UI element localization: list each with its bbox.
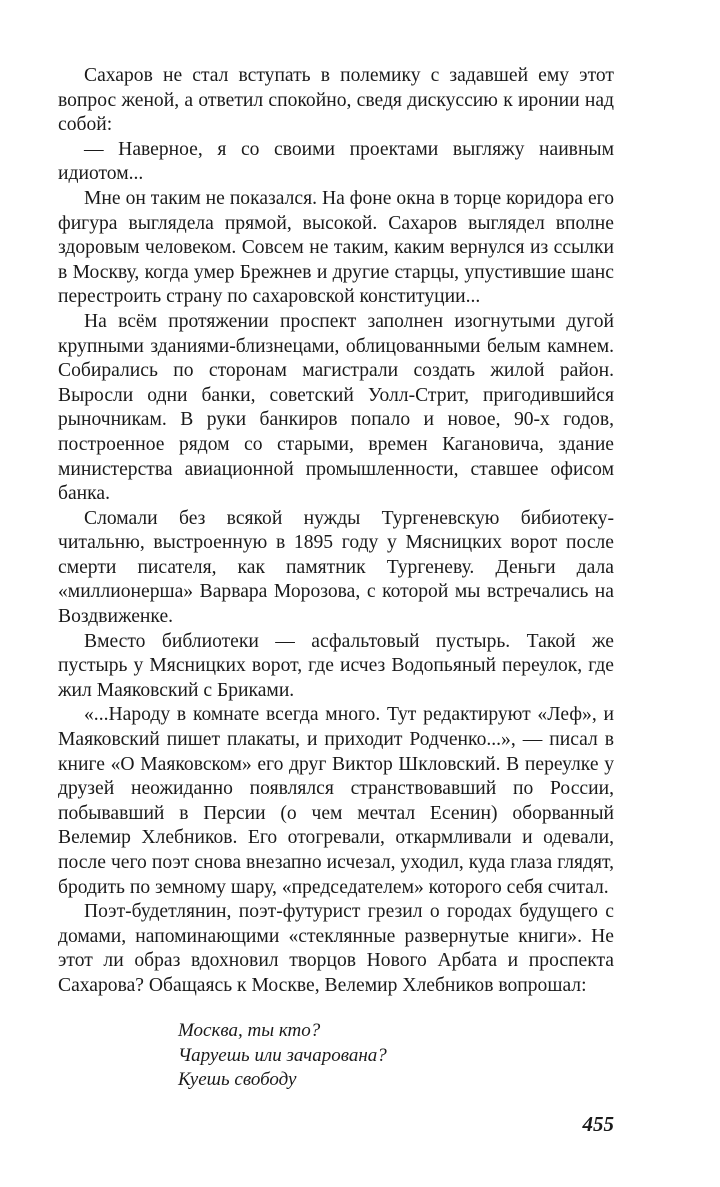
paragraph-4: На всём протяжении проспект заполнен изогнутыми дугой крупными зданиями-близнецами, облицованными белым камнем. Собирались по сторонам магистрали создать жилой район. Выросли одни банки, советский Уолл-Стрит, пригодившийся рыночникам. В руки банкиров попало и новое, 90-х годов, построенное рядом со старыми, времен Кагановича, здание министерства авиационной промышленности, ставшее офисом банка. xyxy=(58,310,614,505)
verse-line: Чаруешь или зачарована? xyxy=(178,1044,387,1066)
paragraph-2: — Наверное, я со своими проектами выгляжу наивным идиотом... xyxy=(58,138,614,185)
page-number: 455 xyxy=(582,1112,614,1136)
poem-quote xyxy=(178,1019,387,1093)
paragraph-7: «...Народу в комнате всегда много. Тут редактируют «Леф», и Маяковский пишет плакаты, и приходит Родченко...», — писал в книге «О Маяковском» его друг Виктор Шкловский. В переулке у друзей неожиданно появлялся странствовавший по России, побывавший в Персии (о чем мечтал Есенин) оборванный Велемир Хлебников. Его отогревали, откармливали и одевали, после чего поэт снова внезапно исчезал, уходил, куда глаза глядят, бродить по земному шару, «председателем» которого себя считал. xyxy=(58,704,614,898)
paragraph-5: Сломали без всякой нужды Тургеневскую бибиотеку-читальню, выстроенную в 1895 году у Мясницких ворот после смерти писателя, как памятник Тургеневу. Деньги дала «миллионерша» Варвара Морозова, с которой мы встречались на Воздвиженке. xyxy=(58,507,614,628)
book-page xyxy=(58,64,614,1164)
paragraph-6: Вместо библиотеки — асфальтовый пустырь. Такой же пустырь у Мясницких ворот, где исчез Водопьяный переулок, где жил Маяковский с Бриками. xyxy=(58,630,614,701)
paragraph-1: Сахаров не стал вступать в полемику с задавшей ему этот вопрос женой, а ответил спокойно, сведя дискуссию к иронии над собой: xyxy=(58,65,614,136)
verse-line: Куешь свободу xyxy=(178,1069,297,1091)
paragraph-3: Мне он таким не показался. На фоне окна в торце коридора его фигура выглядела прямой, высокой. Сахаров выглядел вполне здоровым человеком. Совсем не таким, каким вернулся из ссылки в Москву, когда умер Брежнев и другие старцы, упустившие шанс перестроить страну по сахаровской конституции... xyxy=(58,187,614,308)
paragraph-8: Поэт-будетлянин, поэт-футурист грезил о городах будущего с домами, напоминающими «стеклянные развернутые книги». Не этот ли образ вдохновил творцов Нового Арбата и проспекта Сахарова? Обащаясь к Москве, Велемир Хлебников вопрошал: xyxy=(58,901,614,996)
verse-line: Москва, ты кто? xyxy=(178,1020,321,1041)
